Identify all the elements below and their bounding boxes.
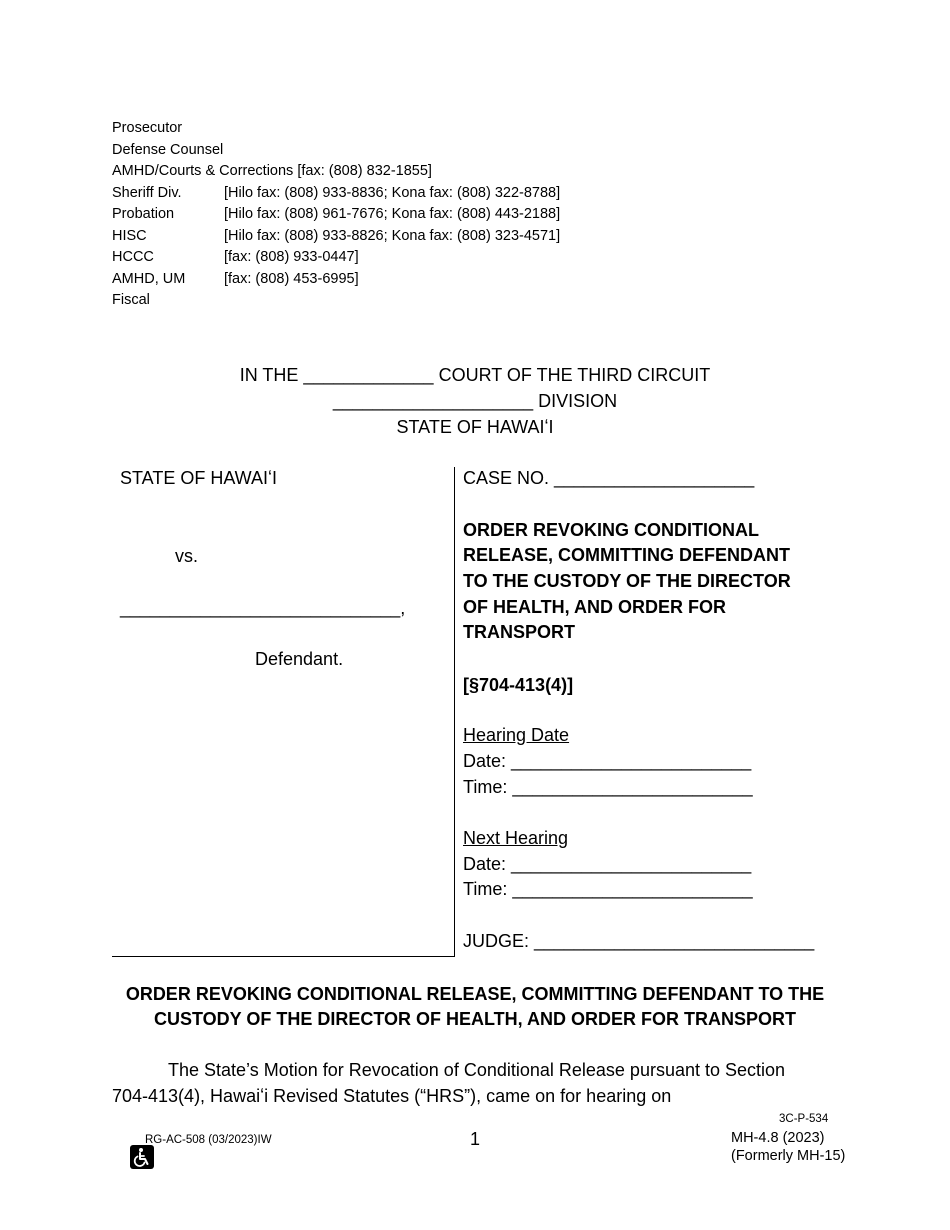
dist-label-prosecutor: Prosecutor [112,120,183,136]
form-number: MH-4.8 (2023) [731,1130,825,1146]
dist-label-hccc: HCCC [112,249,154,265]
dist-label-fiscal: Fiscal [112,292,150,308]
caption-title-line1: ORDER REVOKING CONDITIONAL [463,520,760,540]
caption-title-line5: TRANSPORT [463,622,575,642]
body-line2: 704-413(4), Hawaiʻi Revised Statutes (“HRS”), came on for hearing on [112,1086,672,1106]
next-hearing-time-field: Time: ________________________ [463,879,753,899]
dist-label-sheriff: Sheriff Div. [112,184,182,201]
dist-label-amhd-um: AMHD, UM [112,270,186,287]
dist-fax-probation: [Hilo fax: (808) 961-7676; Kona fax: (808) 443-2188] [224,206,561,222]
body-line1: The State’s Motion for Revocation of Conditional Release pursuant to Section [168,1060,786,1080]
dist-label-hisc: HISC [112,227,147,244]
court-heading-line1: IN THE _____________ COURT OF THE THIRD CIRCUIT [239,365,711,385]
versus-label: vs. [175,546,199,566]
defendant-label: Defendant. [255,649,344,669]
plaintiff-name: STATE OF HAWAIʻI [120,468,277,488]
court-heading-line2: ____________________ DIVISION [332,391,618,411]
page-number: 1 [469,1129,480,1149]
wheelchair-accessibility-icon [112,1127,136,1151]
court-heading-line3: STATE OF HAWAIʻI [396,417,554,437]
hearing-date-field: Date: ________________________ [463,751,752,771]
statute-citation: [§704-413(4)] [463,675,574,695]
next-hearing-date-field: Date: ________________________ [463,854,752,874]
defendant-name-line: ____________________________, [120,598,406,618]
dist-fax-amhd-um: [fax: (808) 453-6995] [224,270,359,287]
caption-divider-vertical [454,467,455,957]
order-title-line2: CUSTODY OF THE DIRECTOR OF HEALTH, AND ORDER FOR TRANSPORT [153,1009,796,1029]
dist-label-defense-counsel: Defense Counsel [112,141,224,158]
dist-fax-hisc: [Hilo fax: (808) 933-8826; Kona fax: (808) 323-4571] [224,227,561,244]
formerly-form-number: (Formerly MH-15) [731,1148,846,1164]
hearing-date-heading: Hearing Date [463,725,570,745]
dist-label-probation: Probation [112,206,175,222]
hearing-time-field: Time: ________________________ [463,777,753,797]
dist-label-amhd-courts: AMHD/Courts & Corrections [fax: (808) 832-1855] [112,163,432,179]
form-code: RG-AC-508 (03/2023)IW [145,1134,272,1146]
caption-title-line4: OF HEALTH, AND ORDER FOR [463,597,726,617]
order-title-line1: ORDER REVOKING CONDITIONAL RELEASE, COMMITTING DEFENDANT TO THE [125,984,825,1004]
caption-divider-horizontal [112,956,455,957]
dist-fax-sheriff: [Hilo fax: (808) 933-8836; Kona fax: (808) 322-8788] [224,184,561,201]
case-number: CASE NO. ____________________ [463,468,755,488]
judge-field: JUDGE: ____________________________ [463,931,815,951]
next-hearing-heading: Next Hearing [463,828,569,848]
caption-title-line3: TO THE CUSTODY OF THE DIRECTOR [463,571,791,591]
court-code: 3C-P-534 [779,1113,829,1125]
dist-fax-hccc: [fax: (808) 933-0447] [224,249,359,265]
caption-title-line2: RELEASE, COMMITTING DEFENDANT [463,545,790,565]
